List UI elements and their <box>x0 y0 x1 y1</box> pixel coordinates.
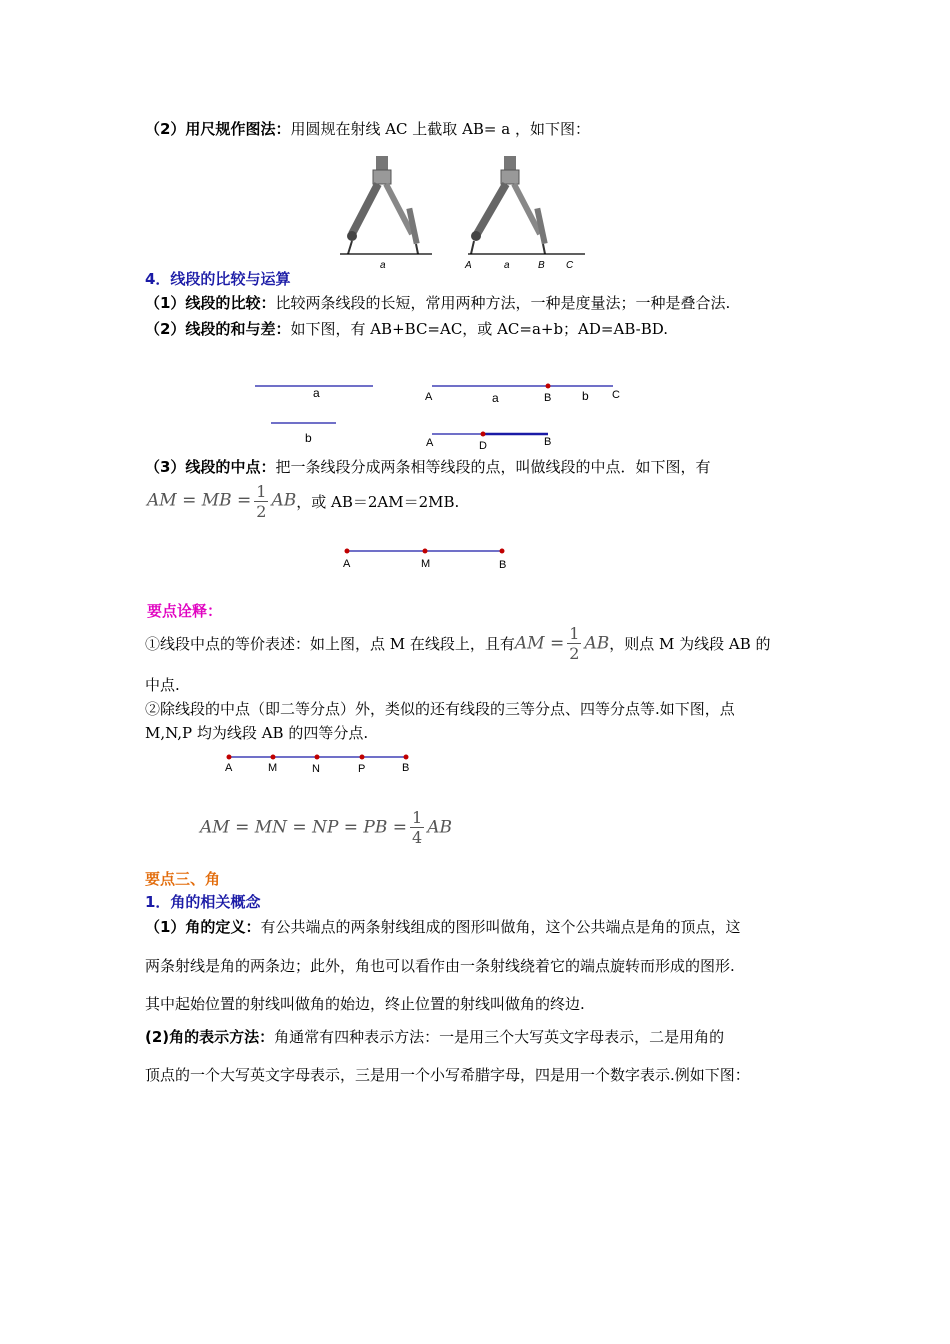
section-3-title: 要点三、角 <box>145 870 221 888</box>
note1-text1: ①线段中点的等价表述：如上图，点 M 在线段上，且有 <box>145 635 515 653</box>
compass-figure <box>340 152 590 274</box>
angle-rep-text: 角通常有四种表示方法：一是用三个大写英文字母表示，二是用角的 <box>274 1028 725 1046</box>
label-B: B <box>544 392 552 404</box>
midpoint-frac-den: 2 <box>256 502 267 521</box>
midpoint-label: （3）线段的中点： <box>145 458 276 476</box>
quarter-frac-den: 4 <box>412 828 423 847</box>
midpoint-formula-rhs: AB <box>271 490 297 511</box>
quarter-figure <box>220 750 420 780</box>
midpoint-formula-lhs: AM = MB = <box>147 490 252 511</box>
sum-diff-figure <box>250 375 630 455</box>
angle-def-line2: 两条射线是角的两条边；此外，角也可以看作由一条射线绕着它的端点旋转而形成的图形. <box>145 957 735 975</box>
segment-b-label: b <box>305 431 312 445</box>
compass-right-label-A: A <box>465 260 472 271</box>
compass-method-label: （2）用尺规作图法： <box>145 120 291 138</box>
midpoint-tail: ，或 AB＝2AM＝2MB. <box>296 493 460 511</box>
midpoint-text: 把一条线段分成两条相等线段的点，叫做线段的中点．如下图，有 <box>275 458 711 476</box>
mid-label-B: B <box>499 559 507 571</box>
angle-def-label: （1）角的定义： <box>145 918 261 936</box>
compass-method-text: 用圆规在射线 AC 上截取 AB= a ，如下图： <box>290 120 590 138</box>
note-title: 要点诠释： <box>147 602 223 620</box>
mid-point-A <box>345 549 350 554</box>
midpoint-fraction <box>254 482 268 521</box>
compass-left-label: a <box>380 260 386 271</box>
compass-right <box>464 156 585 271</box>
compare-line <box>145 292 730 314</box>
sumdiff-label: （2）线段的和与差： <box>145 320 291 338</box>
segment-a-label: a <box>313 386 320 400</box>
point-D <box>481 432 486 437</box>
sumdiff-line <box>145 318 668 340</box>
note1-line <box>145 624 771 663</box>
sumdiff-text: 如下图，有 AB+BC=AC，或 AC=a+b；AD=AB-BD. <box>290 320 668 338</box>
mid-point-B <box>500 549 505 554</box>
label-B2: B <box>544 436 552 448</box>
q-label-M: M <box>268 762 278 774</box>
angle-def-text: 有公共端点的两条射线组成的图形叫做角，这个公共端点是角的顶点，这 <box>260 918 741 936</box>
quarter-formula-line <box>200 808 452 847</box>
note1-fraction <box>567 624 581 663</box>
label-D: D <box>479 440 487 452</box>
note1-frac-den: 2 <box>569 644 580 663</box>
q-point-M <box>271 755 276 760</box>
compass-method-line <box>145 118 590 140</box>
note2-line2: M,N,P 均为线段 AB 的四等分点. <box>145 724 369 742</box>
label-b: b <box>582 389 589 403</box>
mid-label-M: M <box>421 558 431 570</box>
sub-1-title: 1．角的相关概念 <box>145 893 261 911</box>
mid-point-M <box>423 549 428 554</box>
q-point-N <box>315 755 320 760</box>
q-label-P: P <box>358 763 366 775</box>
q-label-N: N <box>312 763 320 775</box>
note1-frac-num: 1 <box>569 624 580 643</box>
midpoint-line <box>145 456 710 478</box>
angle-def-line1 <box>145 916 740 938</box>
label-A: A <box>425 391 433 403</box>
label-a: a <box>492 391 499 405</box>
quarter-fraction <box>410 808 424 847</box>
q-label-A: A <box>225 762 233 774</box>
q-point-B <box>404 755 409 760</box>
quarter-formula-rhs: AB <box>427 817 452 838</box>
compass-right-label-a: a <box>504 260 510 271</box>
note1-line2: 中点. <box>145 676 180 694</box>
midpoint-frac-num: 1 <box>256 482 267 501</box>
note1-text2: ，则点 M 为线段 AB 的 <box>609 635 771 653</box>
angle-def-line3: 其中起始位置的射线叫做角的始边，终止位置的射线叫做角的终边. <box>145 995 585 1013</box>
section-4-title: 4．线段的比较与运算 <box>145 270 291 288</box>
compare-text: 比较两条线段的长短，常用两种方法，一种是度量法；一种是叠合法. <box>275 294 731 312</box>
midpoint-formula-line <box>147 482 459 521</box>
quarter-frac-num: 1 <box>412 808 423 827</box>
angle-rep-label: (2)角的表示方法： <box>145 1028 275 1046</box>
compass-left <box>340 156 432 271</box>
angle-rep-line2: 顶点的一个大写英文字母表示，三是用一个小写希腊字母，四是用一个数字表示.例如下图： <box>145 1066 750 1084</box>
mid-label-A: A <box>343 558 351 570</box>
quarter-formula-lhs: AM = MN = NP = PB = <box>200 817 408 838</box>
label-A2: A <box>426 437 434 449</box>
compass-right-label-C: C <box>566 260 574 271</box>
q-point-A <box>227 755 232 760</box>
compare-label: （1）线段的比较： <box>145 294 276 312</box>
q-label-B: B <box>402 762 410 774</box>
label-C: C <box>612 389 620 401</box>
note1-formula-lhs: AM = <box>514 633 565 654</box>
note2-line1: ②除线段的中点（即二等分点）外，类似的还有线段的三等分点、四等分点等.如下图，点 <box>145 700 735 718</box>
compass-right-label-B: B <box>538 260 545 271</box>
midpoint-figure <box>335 540 520 574</box>
q-point-P <box>360 755 365 760</box>
note1-formula-rhs: AB <box>584 633 610 654</box>
angle-rep-line1 <box>145 1026 724 1048</box>
point-B <box>546 384 551 389</box>
